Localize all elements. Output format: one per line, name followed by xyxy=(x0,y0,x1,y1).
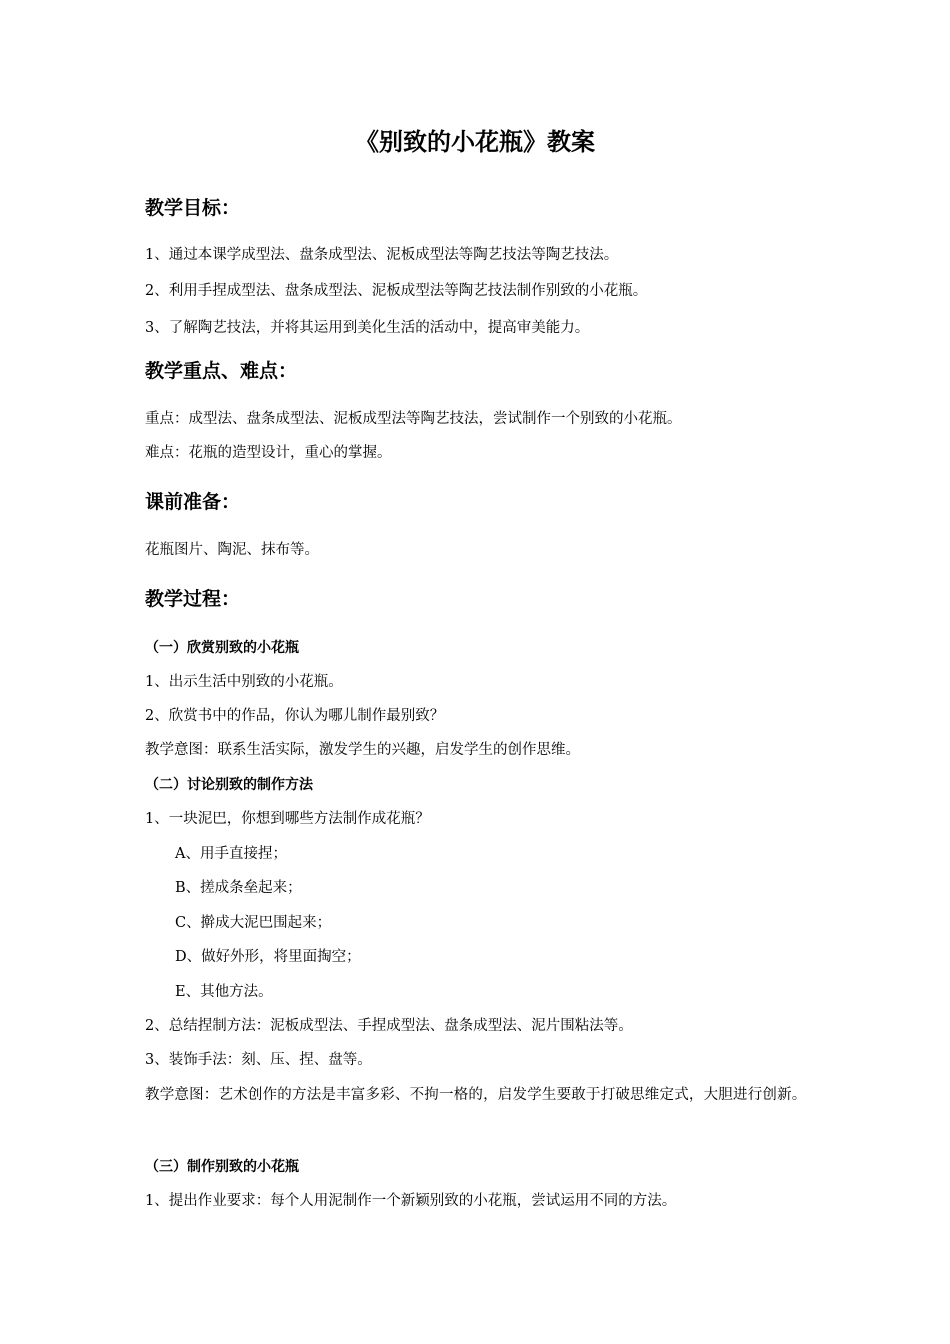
part1-item: 2、欣赏书中的作品，你认为哪儿制作最别致？ xyxy=(145,708,445,724)
preparation-text: 花瓶图片、陶泥、抹布等。 xyxy=(145,542,319,558)
heading-key-points: 教学重点、难点： xyxy=(145,360,298,382)
option-item: D、做好外形，将里面掏空； xyxy=(175,949,361,965)
document-title: 《别致的小花瓶》教案 xyxy=(355,128,595,156)
option-item: E、其他方法。 xyxy=(175,984,273,1000)
part1-title: （一）欣赏别致的小花瓶 xyxy=(145,640,299,656)
option-item: A、用手直接捏； xyxy=(175,846,287,862)
objective-item: 3、了解陶艺技法，并将其运用到美化生活的活动中，提高审美能力。 xyxy=(145,320,590,336)
difficult-point: 难点：花瓶的造型设计，重心的掌握。 xyxy=(145,445,392,461)
part2-intent: 教学意图：艺术创作的方法是丰富多彩、不拘一格的，启发学生要敢于打破思维定式，大胆进行创新。 xyxy=(145,1087,807,1103)
part1-intent: 教学意图：联系生活实际，激发学生的兴趣，启发学生的创作思维。 xyxy=(145,742,580,758)
heading-objectives: 教学目标： xyxy=(145,197,241,219)
part2-summary: 2、总结捏制方法：泥板成型法、手捏成型法、盘条成型法、泥片围粘法等。 xyxy=(145,1018,633,1034)
option-item: C、擀成大泥巴围起来； xyxy=(175,915,332,931)
part3-item: 1、提出作业要求：每个人用泥制作一个新颖别致的小花瓶，尝试运用不同的方法。 xyxy=(145,1193,677,1209)
part2-decoration: 3、装饰手法：刻、压、捏、盘等。 xyxy=(145,1052,372,1068)
heading-process: 教学过程： xyxy=(145,588,241,610)
part2-question: 1、一块泥巴，你想到哪些方法制作成花瓶？ xyxy=(145,811,430,827)
objective-item: 2、利用手捏成型法、盘条成型法、泥板成型法等陶艺技法制作别致的小花瓶。 xyxy=(145,283,648,299)
objective-item: 1、通过本课学成型法、盘条成型法、泥板成型法等陶艺技法等陶艺技法。 xyxy=(145,247,619,263)
option-item: B、搓成条垒起来； xyxy=(175,880,302,896)
key-point: 重点：成型法、盘条成型法、泥板成型法等陶艺技法，尝试制作一个别致的小花瓶。 xyxy=(145,411,682,427)
heading-preparation: 课前准备： xyxy=(145,491,241,513)
part3-title: （三）制作别致的小花瓶 xyxy=(145,1159,299,1175)
part1-item: 1、出示生活中别致的小花瓶。 xyxy=(145,674,343,690)
part2-title: （二）讨论别致的制作方法 xyxy=(145,777,313,793)
